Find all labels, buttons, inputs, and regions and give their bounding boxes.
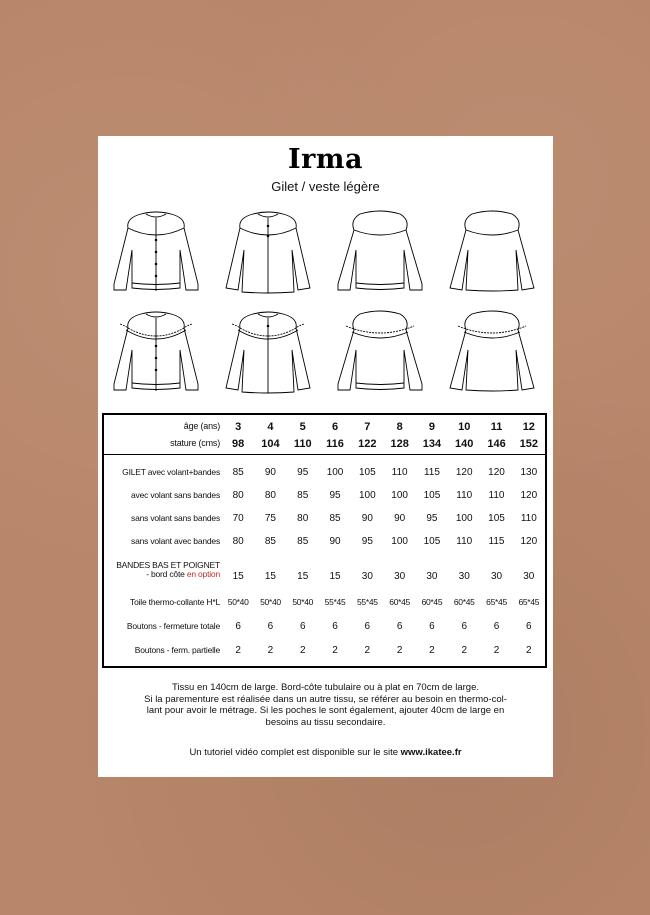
cell: 105	[423, 536, 441, 547]
cell: 60*45	[389, 597, 410, 607]
cell: 85	[264, 536, 276, 547]
table-row-bands	[104, 561, 545, 587]
note-line: lant pour avoir le métrage. Si les poches le sont également, ajouter 40cm de large en	[146, 705, 505, 716]
cell: 105	[423, 490, 441, 501]
table-row	[104, 536, 545, 556]
row-label: GILET avec volant+bandes	[122, 467, 220, 477]
cell: 30	[523, 571, 535, 582]
cell: 30	[426, 571, 438, 582]
cell: 55*45	[324, 597, 346, 607]
cell: 80	[297, 513, 309, 524]
cell: 100	[455, 513, 473, 524]
table-row	[104, 645, 545, 665]
age-cell: 6	[331, 421, 339, 433]
cell: 15	[232, 571, 244, 582]
cell: 6	[493, 621, 500, 632]
stature-cell: 110	[293, 438, 312, 450]
stature-cell: 98	[232, 438, 245, 450]
cell: 110	[456, 536, 473, 547]
cell: 6	[461, 621, 467, 632]
cell: 100	[358, 490, 376, 501]
table-row	[104, 513, 545, 533]
stature-cell: 134	[422, 438, 442, 450]
stature-cell: 122	[358, 438, 377, 450]
cell: 2	[461, 645, 467, 656]
age-cell: 7	[364, 421, 371, 433]
table-row	[104, 490, 545, 510]
cell: 6	[267, 621, 274, 632]
fabric-notes	[108, 682, 543, 728]
table-row	[104, 621, 545, 641]
pullover-no-bands-illustration	[442, 210, 542, 300]
row-label: Boutons - ferm. partielle	[134, 645, 220, 655]
cell: 80	[232, 536, 244, 547]
cell: 115	[423, 467, 440, 478]
label-line1: BANDES BAS ET POIGNET	[116, 560, 220, 570]
cell: 15	[329, 571, 341, 582]
cardigan-ruffle-full-buttons-illustration	[106, 310, 206, 400]
cell: 6	[526, 621, 532, 632]
cell: 6	[299, 621, 306, 632]
cell: 130	[520, 467, 538, 478]
cell: 6	[235, 621, 241, 632]
pattern-card	[98, 136, 553, 777]
row-label: Toile thermo-collante H*L	[130, 597, 220, 607]
cell: 85	[329, 513, 341, 524]
row-label: Boutons - fermeture totale	[126, 621, 220, 631]
cell: 2	[429, 645, 435, 656]
optional-accent-label: en option	[186, 569, 220, 579]
cell: 80	[264, 490, 276, 501]
cell: 2	[364, 645, 371, 656]
cardigan-ruffle-partial-buttons-illustration	[218, 310, 318, 400]
cell: 90	[394, 513, 406, 524]
tutorial-text: Un tutoriel vidéo complet est disponible sur le site	[189, 747, 401, 758]
cell: 80	[232, 490, 244, 501]
age-cell: 5	[299, 421, 306, 433]
cell: 60*45	[453, 597, 475, 607]
table-row	[104, 467, 545, 487]
cell: 2	[235, 645, 241, 656]
cell: 60*45	[421, 597, 443, 607]
cell: 50*40	[292, 597, 314, 607]
cell: 2	[526, 645, 532, 656]
age-cell: 4	[267, 421, 274, 433]
cell: 85	[297, 490, 309, 501]
cell: 6	[429, 621, 435, 632]
size-chart-table	[102, 413, 547, 668]
row-label	[104, 561, 220, 579]
note-line: Tissu en 140cm de large. Bord-côte tubulaire ou à plat en 70cm de large.	[172, 682, 479, 693]
cell: 50*40	[227, 597, 249, 607]
stature-cell: 116	[326, 438, 344, 450]
cell: 30	[458, 571, 470, 582]
cell: 110	[520, 513, 537, 524]
table-row	[104, 597, 545, 617]
stature-cell: 104	[261, 438, 280, 450]
cell: 75	[264, 513, 276, 524]
cell: 2	[332, 645, 338, 656]
age-cell: 9	[428, 421, 435, 433]
row-label: sans volant sans bandes	[131, 513, 220, 523]
website-link[interactable]: www.ikatee.fr	[400, 747, 462, 758]
cell: 115	[488, 536, 505, 547]
cell: 6	[332, 621, 338, 632]
age-cell: 8	[396, 421, 403, 433]
cardigan-partial-buttons-illustration	[218, 210, 318, 300]
cell: 50*40	[260, 597, 281, 607]
cell: 90	[329, 536, 341, 547]
cell: 2	[396, 645, 403, 656]
garment-illustrations	[106, 210, 546, 405]
tutorial-note	[98, 747, 553, 758]
cell: 90	[264, 467, 276, 478]
cell: 100	[391, 536, 408, 547]
header-divider	[104, 454, 545, 455]
age-cell: 3	[235, 421, 242, 433]
cell: 105	[488, 513, 505, 524]
pattern-title: Irma	[288, 144, 363, 175]
cell: 95	[426, 513, 438, 524]
cell: 110	[456, 490, 473, 501]
cell: 65*45	[486, 597, 507, 607]
cell: 110	[391, 467, 408, 478]
cell: 6	[396, 621, 403, 632]
age-label: âge (ans)	[183, 421, 220, 431]
cell: 100	[326, 467, 344, 478]
cell: 2	[299, 645, 306, 656]
cell: 100	[391, 490, 408, 501]
cell: 30	[490, 571, 503, 582]
pullover-ruffle-no-bands-illustration	[442, 310, 542, 400]
cell: 110	[488, 490, 505, 501]
cell: 2	[493, 645, 500, 656]
cell: 15	[264, 571, 276, 582]
cell: 95	[297, 467, 309, 478]
cell: 65*45	[518, 597, 540, 607]
cell: 55*45	[356, 597, 378, 607]
stature-cell: 146	[487, 438, 506, 450]
cell: 2	[267, 645, 274, 656]
cell: 85	[232, 467, 244, 478]
stature-cell: 128	[390, 438, 409, 450]
note-line: Si la parementure est réalisée dans un autre tissu, se référer au besoin en thermo-col-	[144, 693, 507, 705]
cell: 30	[394, 571, 406, 582]
row-label: avec volant sans bandes	[131, 490, 220, 500]
cell: 90	[361, 513, 373, 524]
age-cell: 10	[458, 421, 471, 433]
pullover-ruffle-bands-illustration	[330, 310, 430, 400]
stature-row	[104, 438, 545, 458]
cardigan-full-buttons-bands-illustration	[106, 210, 206, 300]
cell: 30	[361, 571, 373, 582]
stature-cell: 140	[455, 438, 474, 450]
cell: 120	[520, 490, 538, 501]
cell: 95	[361, 536, 373, 547]
cell: 85	[297, 536, 309, 547]
cell: 105	[358, 467, 376, 478]
cell: 70	[232, 513, 244, 524]
cell: 15	[297, 571, 309, 582]
row-label: sans volant avec bandes	[131, 536, 220, 546]
cell: 120	[488, 467, 505, 478]
label-line2: - bord côte	[146, 569, 187, 579]
age-cell: 12	[522, 421, 535, 433]
pattern-subtitle: Gilet / veste légère	[271, 179, 380, 194]
cell: 6	[364, 621, 371, 632]
age-cell: 11	[490, 421, 503, 433]
cell: 120	[455, 467, 473, 478]
stature-label: stature (cms)	[170, 438, 220, 448]
cell: 120	[520, 536, 538, 547]
pullover-bands-illustration	[330, 210, 430, 300]
cell: 95	[329, 490, 341, 501]
note-line: besoins au tissu secondaire.	[265, 716, 386, 728]
stature-cell: 152	[519, 438, 538, 450]
